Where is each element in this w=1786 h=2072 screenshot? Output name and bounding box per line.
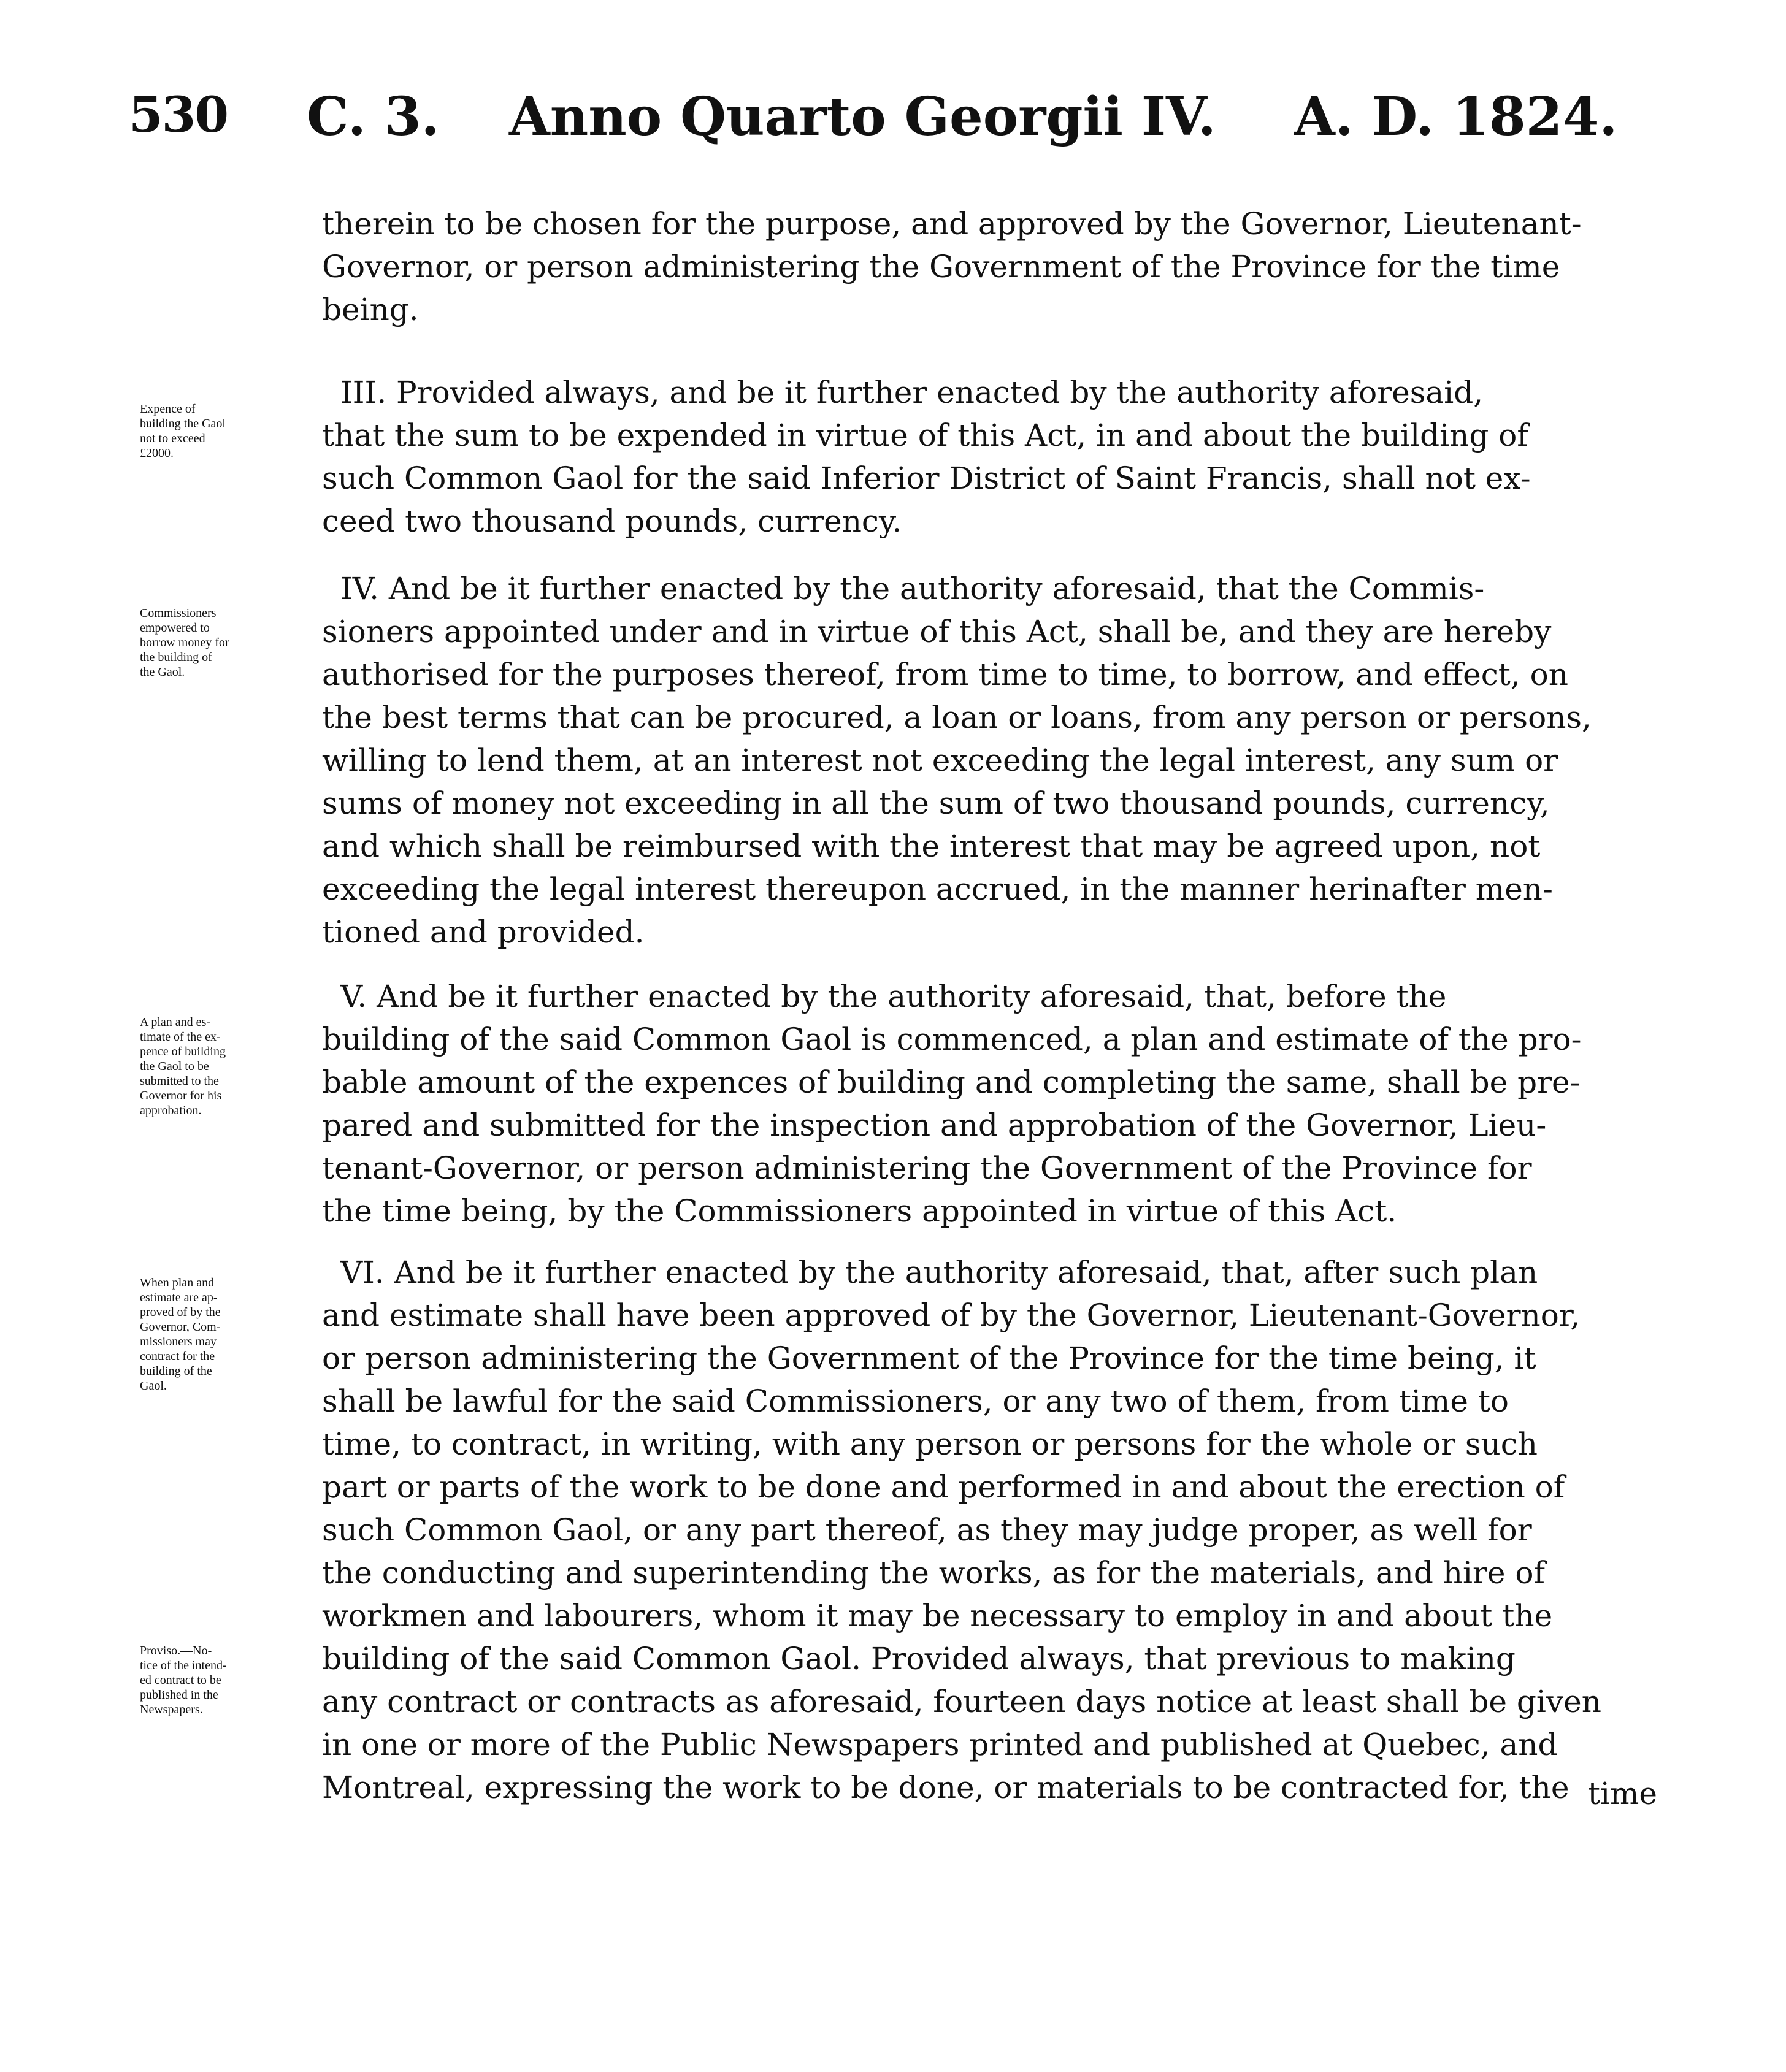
text-line: workmen and labourers, whom it may be necessary to employ in and about the bbox=[322, 1598, 1553, 1634]
note-line: empowered to bbox=[140, 621, 210, 635]
text-line: such Common Gaol, or any part thereof, as they may judge proper, as well for bbox=[322, 1512, 1532, 1548]
text-line: IV. And be it further enacted by the authority aforesaid, that the Commis- bbox=[340, 571, 1485, 606]
text-line: shall be lawful for the said Commissioners, or any two of them, from time to bbox=[322, 1383, 1509, 1419]
note-line: A plan and es- bbox=[140, 1015, 210, 1029]
text-line: and which shall be reimbursed with the interest that may be agreed upon, not bbox=[322, 828, 1541, 864]
text-line: Montreal, expressing the work to be done, or materials to be contracted for, the bbox=[322, 1770, 1569, 1805]
text-line: the best terms that can be procured, a loan or loans, from any person or persons, bbox=[322, 700, 1592, 735]
header-year: A. D. 1824. bbox=[1294, 86, 1618, 148]
text-line: time, to contract, in writing, with any person or persons for the whole or such bbox=[322, 1426, 1538, 1462]
text-line: or person administering the Government of the Province for the time being, it bbox=[322, 1340, 1536, 1376]
text-line: sioners appointed under and in virtue of this Act, shall be, and they are hereby bbox=[322, 614, 1552, 649]
note-line: tice of the intend- bbox=[140, 1659, 227, 1672]
note-line: estimate are ap- bbox=[140, 1291, 218, 1304]
note-line: published in the bbox=[140, 1688, 218, 1702]
text-line: such Common Gaol for the said Inferior District of Saint Francis, shall not ex- bbox=[322, 461, 1531, 496]
text-line: building of the said Common Gaol is commenced, a plan and estimate of the pro- bbox=[322, 1022, 1582, 1057]
text-line: exceeding the legal interest thereupon accrued, in the manner herinafter men- bbox=[322, 871, 1553, 907]
marginal-note-section-5 bbox=[140, 1015, 318, 1118]
text-line: bable amount of the expences of building and completing the same, shall be pre- bbox=[322, 1065, 1581, 1100]
marginal-note-section-4 bbox=[140, 606, 318, 679]
note-line: pence of building bbox=[140, 1045, 226, 1058]
text-line: that the sum to be expended in virtue of this Act, in and about the building of bbox=[322, 418, 1528, 453]
note-line: ed contract to be bbox=[140, 1673, 221, 1687]
marginal-note-section-3 bbox=[140, 402, 318, 461]
text-line: V. And be it further enacted by the authority aforesaid, that, before the bbox=[340, 979, 1447, 1014]
marginal-note-proviso bbox=[140, 1643, 318, 1717]
text-line: and estimate shall have been approved of by the Governor, Lieutenant-Governor, bbox=[322, 1298, 1581, 1333]
text-line: the time being, by the Commissioners appointed in virtue of this Act. bbox=[322, 1193, 1397, 1229]
text-line: authorised for the purposes thereof, from time to time, to borrow, and effect, on bbox=[322, 657, 1568, 692]
text-line: Governor, or person administering the Government of the Province for the time bbox=[322, 249, 1560, 285]
chapter-number: C. 3. bbox=[307, 86, 440, 148]
note-line: When plan and bbox=[140, 1276, 215, 1290]
page-number: 530 bbox=[129, 86, 228, 143]
text-line: in one or more of the Public Newspapers printed and published at Quebec, and bbox=[322, 1727, 1558, 1762]
running-header bbox=[129, 86, 1674, 178]
paragraph-section-5 bbox=[322, 975, 1677, 1233]
text-line: sums of money not exceeding in all the sum of two thousand pounds, currency, bbox=[322, 786, 1550, 821]
note-line: £2000. bbox=[140, 446, 174, 460]
note-line: the Gaol. bbox=[140, 665, 185, 679]
text-line: the conducting and superintending the works, as for the materials, and hire of bbox=[322, 1555, 1545, 1591]
note-line: borrow money for bbox=[140, 636, 229, 649]
note-line: Newspapers. bbox=[140, 1703, 203, 1716]
text-line: III. Provided always, and be it further enacted by the authority aforesaid, bbox=[340, 375, 1484, 410]
note-line: Commissioners bbox=[140, 606, 217, 620]
note-line: not to exceed bbox=[140, 432, 205, 445]
note-line: Governor for his bbox=[140, 1089, 222, 1103]
text-line: any contract or contracts as aforesaid, fourteen days notice at least shall be given bbox=[322, 1684, 1601, 1719]
text-line: tenant-Governor, or person administering the Government of the Province for bbox=[322, 1150, 1532, 1186]
note-line: Gaol. bbox=[140, 1379, 167, 1393]
paragraph-section-3 bbox=[322, 371, 1677, 543]
text-line: tioned and provided. bbox=[322, 914, 645, 950]
note-line: timate of the ex- bbox=[140, 1030, 221, 1044]
note-line: proved of by the bbox=[140, 1306, 221, 1319]
catchword: time bbox=[1587, 1776, 1657, 1811]
note-line: building the Gaol bbox=[140, 417, 226, 430]
note-line: approbation. bbox=[140, 1104, 202, 1117]
text-line: ceed two thousand pounds, currency. bbox=[322, 503, 902, 539]
paragraph-section-6 bbox=[322, 1251, 1677, 1809]
header-title: Anno Quarto Georgii IV. bbox=[509, 86, 1216, 148]
text-line: VI. And be it further enacted by the authority aforesaid, that, after such plan bbox=[340, 1255, 1538, 1290]
paragraph-continuation bbox=[322, 202, 1677, 331]
text-line: building of the said Common Gaol. Provided always, that previous to making bbox=[322, 1641, 1516, 1676]
marginal-note-section-6 bbox=[140, 1275, 318, 1393]
note-line: missioners may bbox=[140, 1335, 217, 1348]
text-line: pared and submitted for the inspection and approbation of the Governor, Lieu- bbox=[322, 1107, 1547, 1143]
text-line: willing to lend them, at an interest not exceeding the legal interest, any sum or bbox=[322, 743, 1558, 778]
note-line: Governor, Com- bbox=[140, 1320, 221, 1334]
note-line: building of the bbox=[140, 1364, 212, 1378]
text-line: being. bbox=[322, 292, 419, 327]
note-line: the Gaol to be bbox=[140, 1060, 209, 1073]
text-line: therein to be chosen for the purpose, and approved by the Governor, Lieutenant- bbox=[322, 206, 1582, 242]
note-line: submitted to the bbox=[140, 1074, 219, 1088]
note-line: the building of bbox=[140, 651, 212, 664]
note-line: Expence of bbox=[140, 402, 196, 416]
text-line: part or parts of the work to be done and performed in and about the erection of bbox=[322, 1469, 1565, 1505]
note-line: contract for the bbox=[140, 1350, 215, 1363]
note-line: Proviso.—No- bbox=[140, 1644, 212, 1657]
paragraph-section-4 bbox=[322, 567, 1677, 954]
